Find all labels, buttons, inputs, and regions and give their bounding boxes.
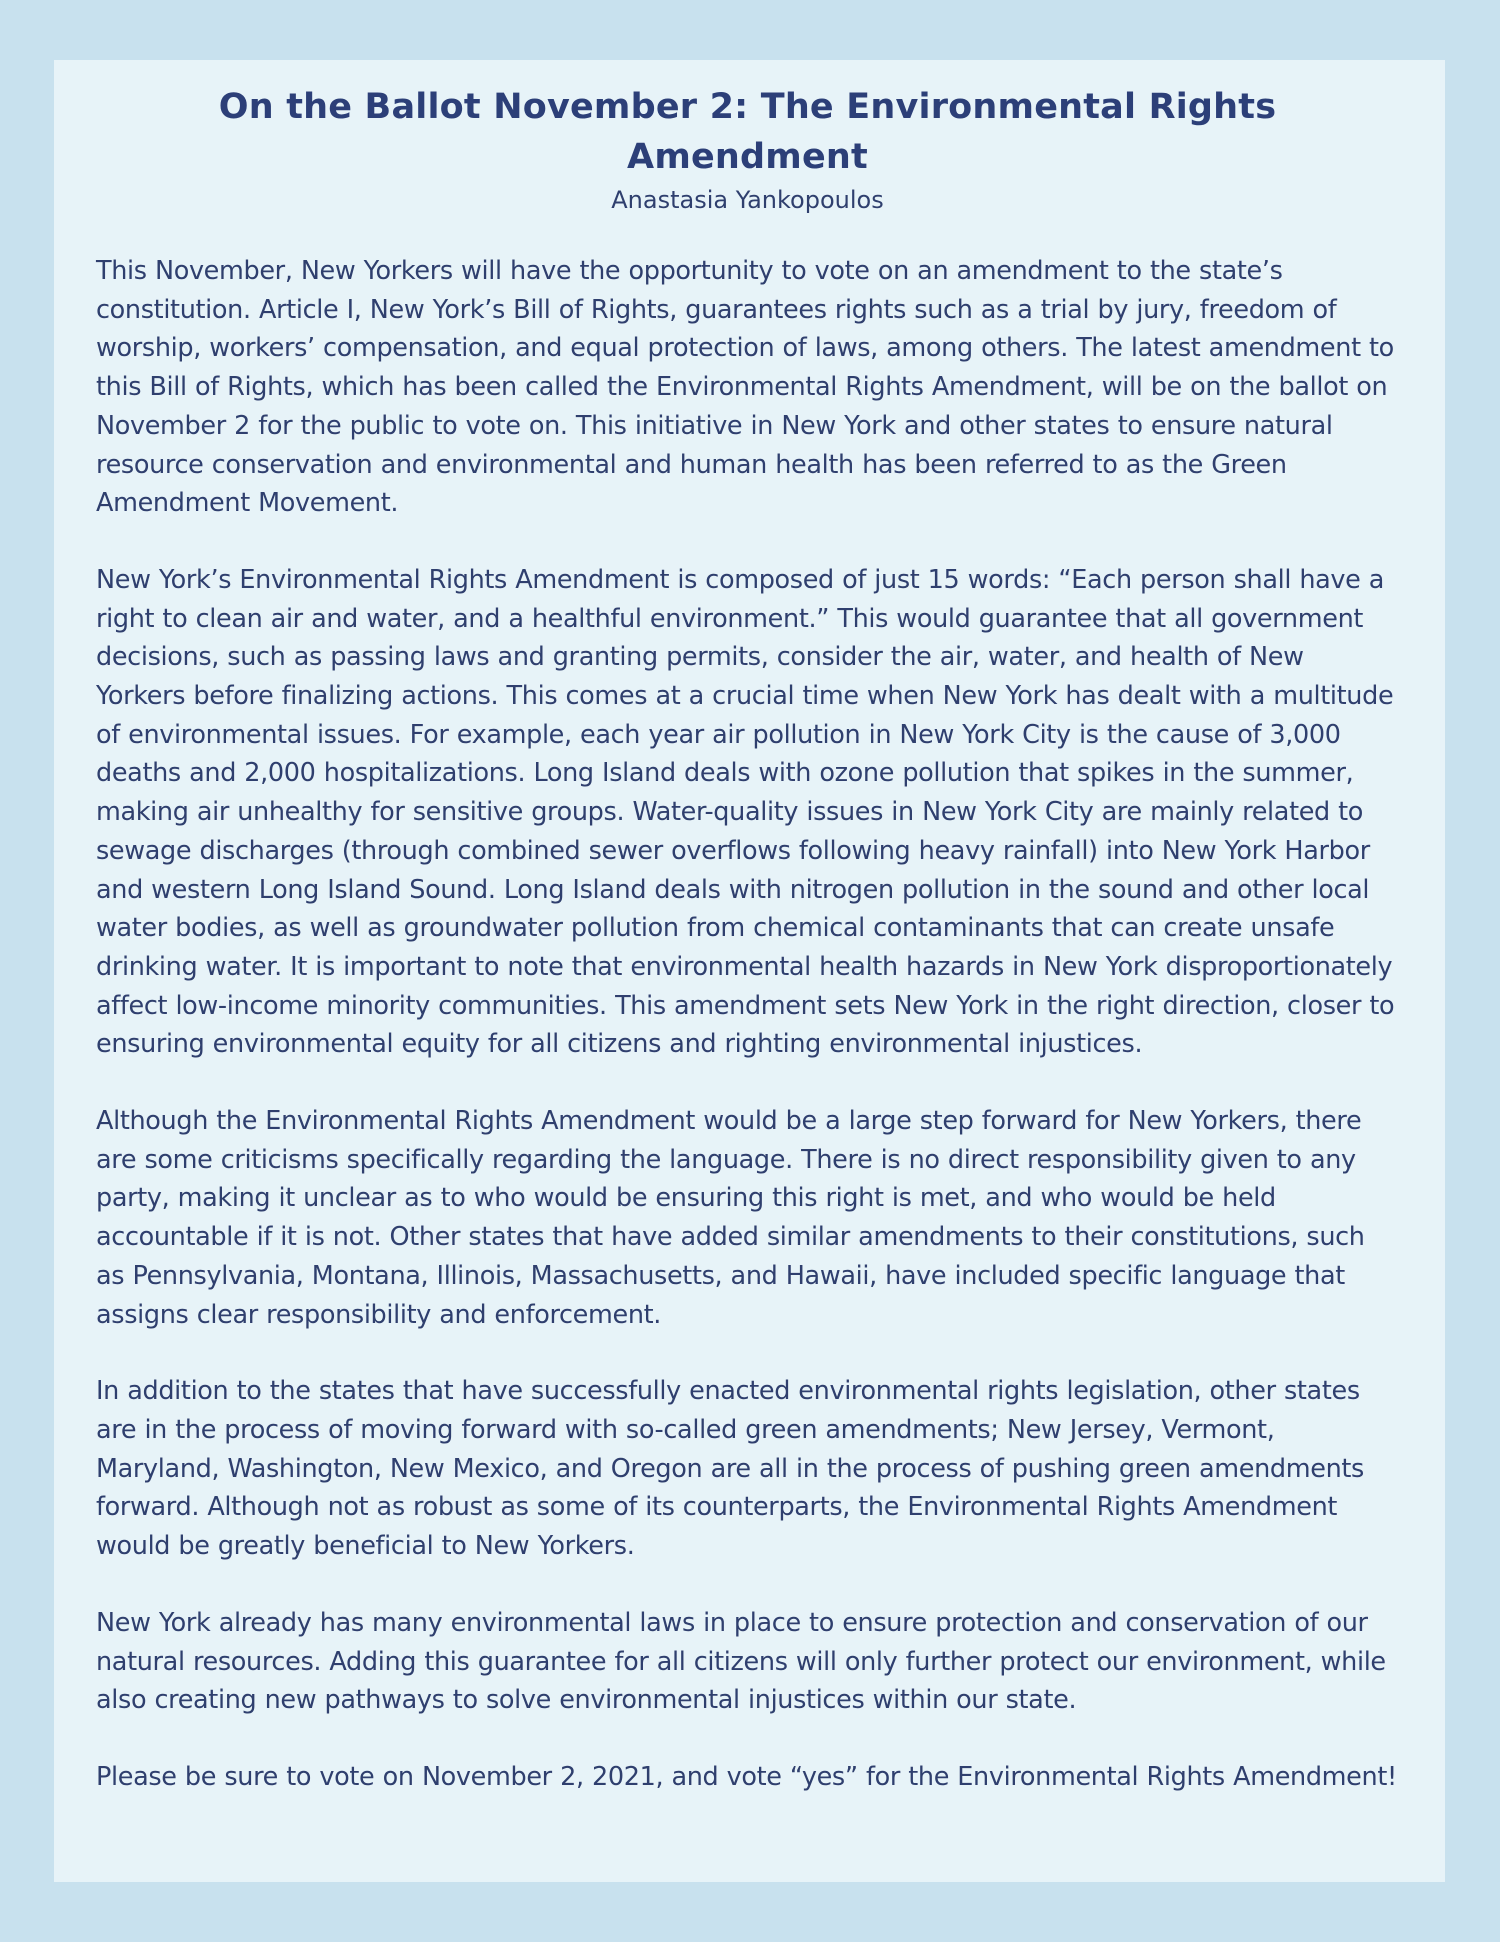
paragraph-existing-laws: New York already has many environmental laws in place to ensure protection and conservation of our natural resources. Adding this guarantee for all citizens will only further protect our environment, while also creating new pathways to solve environmental injustices within our state. xyxy=(96,1607,1386,1716)
article-page xyxy=(54,60,1445,1882)
paragraph-call-to-vote: Please be sure to vote on November 2, 2021, and vote “yes” for the Environmental Rights Amendment! xyxy=(96,1761,1397,1792)
article-title: On the Ballot November 2: The Environmental Rights Amendment xyxy=(218,87,1277,177)
article-author: Anastasia Yankopoulos xyxy=(611,186,884,214)
paragraph-amendment-text: New York’s Environmental Rights Amendment is composed of just 15 words: “Each person shall have a right to clean air and water, and a healthful environment.” This would guarantee that all government decisions, such as passing laws and granting permits, consider the air, water, and health of New Yorkers before finalizing actions. This comes at a crucial time when New York has dealt with a multitude of environmental issues. For example, each year air pollution in New York City is the cause of 3,000 deaths and 2,000 hospitalizations. Long Island deals with ozone pollution that spikes in the summer, making air unhealthy for sensitive groups. Water-quality issues in New York City are mainly related to sewage discharges (through combined sewer overflows following heavy rainfall) into New York Harbor and western Long Island Sound. Long Island deals with nitrogen pollution in the sound and other local water bodies, as well as groundwater pollution from chemical contaminants that can create unsafe drinking water. It is important to note that environmental health hazards in New York disproportionately affect low-income minority communities. This amendment sets New York in the right direction, closer to ensuring environmental equity for all citizens and righting environmental injustices. xyxy=(96,564,1395,1060)
paragraph-other-states: In addition to the states that have successfully enacted environmental rights legislation, other states are in the process of moving forward with so-called green amendments; New Jersey, Vermont, Maryland, Washington, New Mexico, and Oregon are all in the process of pushing green amendments forward. Although not as robust as some of its counterparts, the Environmental Rights Amendment would be greatly beneficial to New Yorkers. xyxy=(96,1376,1364,1562)
paragraph-intro: This November, New Yorkers will have the opportunity to vote on an amendment to the state’s constitution. Article I, New York’s Bill of Rights, guarantees rights such as a trial by jury, freedom of worship, workers’ compensation, and equal protection of laws, among others. The latest amendment to this Bill of Rights, which has been called the Environmental Rights Amendment, will be on the ballot on November 2 for the public to vote on. This initiative in New York and other states to ensure natural resource conservation and environmental and human health has been referred to as the Green Amendment Movement. xyxy=(96,256,1394,519)
paragraph-criticisms: Although the Environmental Rights Amendment would be a large step forward for New Yorkers, there are some criticisms specifically regarding the language. There is no direct responsibility given to any party, making it unclear as to who would be ensuring this right is met, and who would be held accountable if it is not. Other states that have added similar amendments to their constitutions, such as Pennsylvania, Montana, Illinois, Massachusetts, and Hawaii, have included specific language that assigns clear responsibility and enforcement. xyxy=(96,1106,1365,1330)
